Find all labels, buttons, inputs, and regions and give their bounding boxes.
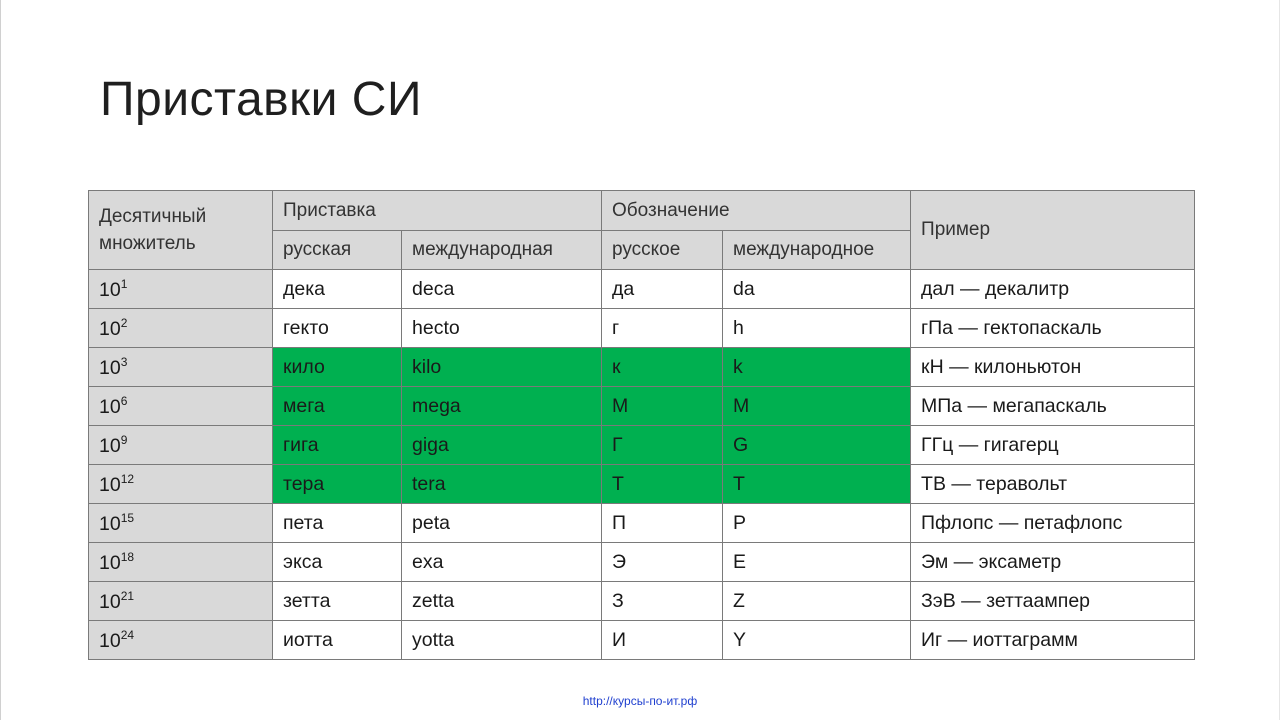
multiplier-exponent: 24 [120,627,135,642]
multiplier-exponent: 3 [120,354,128,369]
multiplier-base: 10 [99,629,121,652]
cell-symbol-intl: T [723,465,911,504]
footer-url: http://курсы-по-ит.рф [582,694,698,708]
cell-symbol-intl: M [723,387,911,426]
header-designation-group: Обозначение [602,191,911,231]
cell-symbol-ru: Т [602,465,723,504]
table-row [89,582,1195,621]
cell-multiplier [89,387,273,426]
cell-prefix-ru: дека [273,270,402,309]
multiplier-exponent: 1 [120,276,128,291]
table-row [89,621,1195,660]
cell-symbol-ru: И [602,621,723,660]
table-row [89,387,1195,426]
multiplier-exponent: 9 [120,432,128,447]
multiplier-base: 10 [99,278,121,301]
table-row [89,465,1195,504]
header-prefix-intl: международная [402,231,602,270]
cell-symbol-intl: k [723,348,911,387]
cell-prefix-intl: giga [402,426,602,465]
multiplier-base: 10 [99,512,121,535]
cell-symbol-intl: Y [723,621,911,660]
cell-multiplier [89,504,273,543]
header-designation-intl: международное [723,231,911,270]
table-row [89,270,1195,309]
multiplier-exponent: 15 [120,510,135,525]
cell-prefix-ru: кило [273,348,402,387]
cell-prefix-intl: hecto [402,309,602,348]
cell-prefix-intl: tera [402,465,602,504]
cell-symbol-ru: Э [602,543,723,582]
table-header-row [89,191,1195,231]
cell-prefix-intl: yotta [402,621,602,660]
cell-multiplier [89,348,273,387]
cell-example: кН — килоньютон [911,348,1195,387]
table-row [89,309,1195,348]
cell-prefix-ru: иотта [273,621,402,660]
cell-prefix-intl: exa [402,543,602,582]
header-multiplier: Десятичный множитель [89,191,273,270]
multiplier-base: 10 [99,317,121,340]
cell-symbol-ru: к [602,348,723,387]
cell-symbol-intl: Z [723,582,911,621]
multiplier-exponent: 21 [120,588,135,603]
cell-example: ЗэВ — зеттаампер [911,582,1195,621]
cell-prefix-intl: peta [402,504,602,543]
table-row [89,348,1195,387]
cell-example: Эм — эксаметр [911,543,1195,582]
cell-example: дал — декалитр [911,270,1195,309]
cell-example: гПа — гектопаскаль [911,309,1195,348]
multiplier-base: 10 [99,395,121,418]
multiplier-base: 10 [99,590,121,613]
cell-prefix-ru: пета [273,504,402,543]
multiplier-base: 10 [99,551,121,574]
cell-multiplier [89,309,273,348]
header-example: Пример [911,191,1195,270]
header-prefix-ru: русская [273,231,402,270]
multiplier-base: 10 [99,356,121,379]
cell-symbol-ru: М [602,387,723,426]
cell-prefix-intl: kilo [402,348,602,387]
cell-symbol-intl: G [723,426,911,465]
cell-example: ТВ — теравольт [911,465,1195,504]
cell-prefix-ru: мега [273,387,402,426]
cell-multiplier [89,465,273,504]
cell-symbol-ru: З [602,582,723,621]
slide-left-edge [0,0,1,720]
multiplier-base: 10 [99,473,121,496]
cell-symbol-intl: E [723,543,911,582]
header-designation-ru: русское [602,231,723,270]
cell-multiplier [89,621,273,660]
cell-prefix-ru: гекто [273,309,402,348]
table-row [89,504,1195,543]
table-body [89,270,1195,660]
cell-multiplier [89,543,273,582]
cell-multiplier [89,426,273,465]
cell-prefix-intl: mega [402,387,602,426]
cell-prefix-ru: тера [273,465,402,504]
header-prefix-group: Приставка [273,191,602,231]
multiplier-exponent: 18 [120,549,135,564]
cell-prefix-ru: экса [273,543,402,582]
slide-title: Приставки СИ [100,73,422,126]
multiplier-base: 10 [99,434,121,457]
cell-symbol-intl: P [723,504,911,543]
multiplier-exponent: 12 [120,471,135,486]
cell-symbol-ru: Г [602,426,723,465]
cell-symbol-ru: да [602,270,723,309]
cell-prefix-ru: гига [273,426,402,465]
cell-symbol-intl: da [723,270,911,309]
cell-prefix-intl: deca [402,270,602,309]
cell-multiplier [89,270,273,309]
cell-example: Иг — иоттаграмм [911,621,1195,660]
multiplier-exponent: 6 [120,393,128,408]
multiplier-exponent: 2 [120,315,128,330]
cell-prefix-ru: зетта [273,582,402,621]
cell-symbol-intl: h [723,309,911,348]
cell-symbol-ru: г [602,309,723,348]
table-row [89,543,1195,582]
cell-example: МПа — мегапаскаль [911,387,1195,426]
cell-multiplier [89,582,273,621]
cell-example: Пфлопс — петафлопс [911,504,1195,543]
cell-prefix-intl: zetta [402,582,602,621]
si-prefixes-table [88,190,1195,660]
cell-symbol-ru: П [602,504,723,543]
cell-example: ГГц — гигагерц [911,426,1195,465]
table-row [89,426,1195,465]
